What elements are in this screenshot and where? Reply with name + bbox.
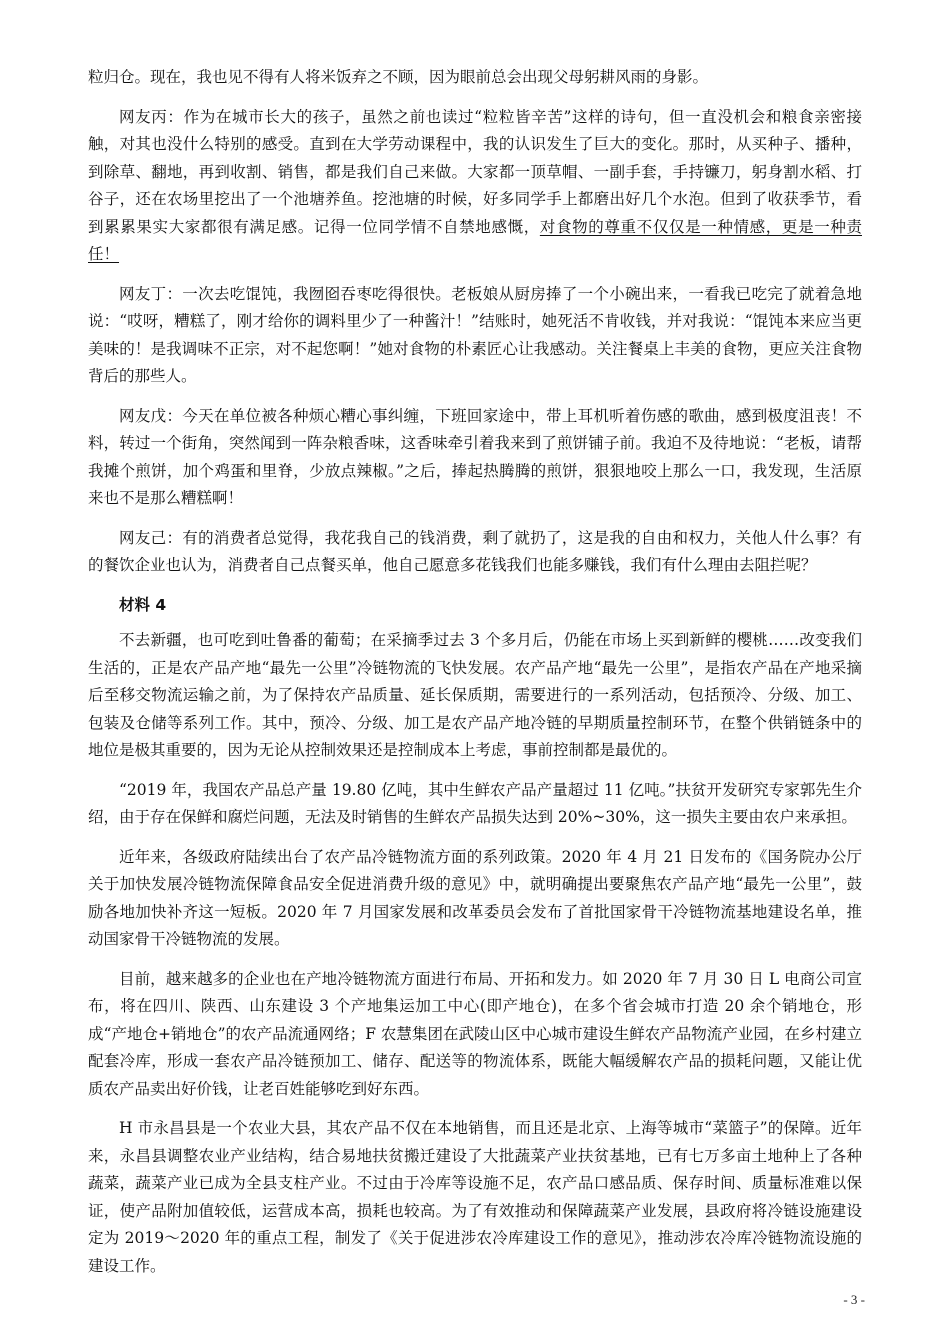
paragraph-netizen-bing	[88, 104, 862, 269]
paragraph-material4-3: 近年来，各级政府陆续出台了农产品冷链物流方面的系列政策。2020 年 4 月 21 日发布的《国务院办公厅关于加快发展冷链物流保障食品安全促进消费升级的意见》中，就明确提出要聚焦农产品产地“最先一公里”，鼓励各地加快补齐这一短板。2020 年 7 月国家发展和改革委员会发布了首批国家骨干冷链物流基地建设名单，推动国家骨干冷链物流的发展。	[88, 847, 862, 948]
paragraph-netizen-ji: 网友己：有的消费者总觉得，我花我自己的钱消费，剩了就扔了，这是我的自由和权力，关他人什么事？有的餐饮企业也认为，消费者自己点餐买单，他自己愿意多花钱我们也能多赚钱，我们有什么理由去阻拦呢？	[88, 528, 862, 574]
paragraph-netizen-ding: 网友丁：一次去吃馄饨，我囫囵吞枣吃得很快。老板娘从厨房捧了一个小碗出来，一看我已吃完了就着急地说：“哎呀，糟糕了，刚才给你的调料里少了一种酱汁！”结账时，她死活不肯收钱，并对我说：“馄饨本来应当更美味的！是我调味不正宗，对不起您啊！”她对食物的朴素匠心让我感动。关注餐桌上丰美的食物，更应关注食物背后的那些人。	[88, 284, 862, 385]
paragraph-material4-5: H 市永昌县是一个农业大县，其农产品不仅在本地销售，而且还是北京、上海等城市“菜篮子”的保障。近年来，永昌县调整农业产业结构，结合易地扶贫搬迁建设了大批蔬菜产业扶贫基地，已有七万多亩土地种上了各种蔬菜，蔬菜产业已成为全县支柱产业。不过由于冷库等设施不足，农产品口感品质、保存时间、质量标准难以保证，使产品附加值较低，运营成本高，损耗也较高。为了有效推动和保障蔬菜产业发展，县政府将冷链设施建设定为 2019～2020 年的重点工程，制发了《关于促进涉农冷库建设工作的意见》，推动涉农冷库冷链物流设施的建设工作。	[88, 1119, 862, 1275]
paragraph-netizen-wu: 网友戊：今天在单位被各种烦心糟心事纠缠，下班回家途中，带上耳机听着伤感的歌曲，感到极度沮丧！不料，转过一个街角，突然闻到一阵杂粮香味，这香味牵引着我来到了煎饼铺子前。我迫不及待地说：“老板，请帮我摊个煎饼，加个鸡蛋和里脊，少放点辣椒。”之后，捧起热腾腾的煎饼，狠狠地咬上那么一口，我发现，生活原来也不是那么糟糕啊！	[88, 406, 862, 507]
page-number: - 3 -	[843, 1292, 865, 1307]
paragraph-material4-2: “2019 年，我国农产品总产量 19.80 亿吨，其中生鲜农产品产量超过 11 亿吨。”扶贫开发研究专家郭先生介绍，由于存在保鲜和腐烂问题，无法及时销售的生鲜农产品损失达到 20%~30%，这一损失主要由农户来承担。	[88, 780, 862, 826]
paragraph-text: 网友丙：作为在城市长大的孩子，虽然之前也读过“粒粒皆辛苦”这样的诗句，但一直没机会和粮食亲密接触，对其也没什么特别的感受。直到在大学劳动课程中，我的认识发生了巨大的变化。那时，从买种子、播种，到除草、翻地，再到收割、销售，都是我们自己来做。大家都一顶草帽、一副手套，手持镰刀，躬身割水稻、打谷子，还在农场里挖出了一个池塘养鱼。挖池塘的时候，好多同学手上都磨出好几个水泡。但到了收获季节，看到累累果实大家都很有满足感。记得一位同学情不自禁地感慨，	[88, 107, 862, 236]
paragraph-material4-1: 不去新疆，也可吃到吐鲁番的葡萄；在采摘季过去 3 个多月后，仍能在市场上买到新鲜的樱桃……改变我们生活的，正是农产品产地“最先一公里”冷链物流的飞快发展。农产品产地“最先一公里”，是指农产品在产地采摘后至移交物流运输之前，为了保持农产品质量、延长保质期，需要进行的一系列活动，包括预冷、分级、加工、包装及仓储等系列工作。其中，预冷、分级、加工是农产品产地冷链的早期质量控制环节，在整个供销链条中的地位是极其重要的，因为无论从控制效果还是控制成本上考虑，事前控制都是最优的。	[88, 631, 862, 759]
paragraph-continuation: 粒归仓。现在，我也见不得有人将米饭弃之不顾，因为眼前总会出现父母躬耕风雨的身影。	[88, 68, 709, 86]
section-heading: 材料 4	[119, 595, 167, 614]
underlined-sentence: 对食物的尊重不仅仅是一种情感，更是一种责任！	[88, 217, 862, 263]
document-body	[88, 64, 862, 1292]
paragraph-material4-4: 目前，越来越多的企业也在产地冷链物流方面进行布局、开拓和发力。如 2020 年 7 月 30 日 L 电商公司宣布，将在四川、陕西、山东建设 3 个产地集运加工中心(即产地仓)，在多个省会城市打造 20 余个销地仓，形成“产地仓+销地仓”的农产品流通网络；F 农慧集团在武陵山区中心城市建设生鲜农产品物流产业园，在乡村建立配套冷库，形成一套农产品冷链预加工、储存、配送等的物流体系，既能大幅缓解农产品的损耗问题，又能让优质农产品卖出好价钱，让老百姓能够吃到好东西。	[88, 969, 862, 1098]
